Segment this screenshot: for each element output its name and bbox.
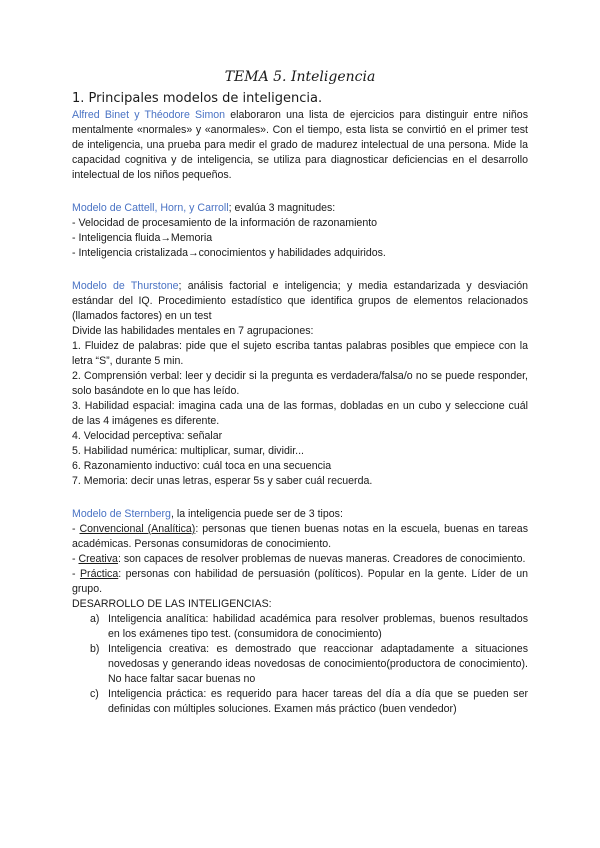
document-page [72,70,528,717]
sternberg-type-name: Práctica [79,568,119,580]
thurstone-section [72,279,528,489]
section-heading: 1. Principales modelos de inteligencia. [72,91,323,106]
intro-text: elaboraron una lista de ejercicios para distinguir entre niños mentalmente «normales» y «anormales». Con el tiempo, esta lista se convirtió en el primer test de inteligencia, una prueba para medir el grado de madurez intelectual de una persona. Mide la capacidad cognitiva y de inteligencia, se utiliza para diagnosticar deficiencias en el desarrollo intelectual de los niños pequeños. [72,109,528,181]
cattell-model: Modelo de Cattell, Horn, y Carroll [72,202,229,214]
development-heading: DESARROLLO DE LAS INTELIGENCIAS: [72,598,272,610]
sternberg-type: - Convencional (Analítica): personas que tienen buenas notas en la escuela, buenas en tareas académicas. Personas consumidoras de conocimiento. [72,523,528,550]
list-item: a) Inteligencia analítica: habilidad académica para resolver problemas, buenos resultados en los exámenes tipo test. (consumidora de conocimiento) [90,613,528,640]
thurstone-item: 7. Memoria: decir unas letras, esperar 5s y saber cuál recuerda. [72,475,373,487]
cattell-item: - Inteligencia cristalizada→conocimientos y habilidades adquiridos. [72,247,386,259]
intro-paragraph [72,108,528,183]
thurstone-item: 1. Fluidez de palabras: pide que el sujeto escriba tantas palabras posibles que empiece con la letra “S”, durante 5 min. [72,340,528,367]
cattell-intro: ; evalúa 3 magnitudes: [228,202,336,214]
page-title: TEMA 5. Inteligencia [224,69,376,85]
thurstone-item: 5. Habilidad numérica: multiplicar, sumar, dividir... [72,445,304,457]
thurstone-item: 4. Velocidad perceptiva: señalar [72,430,223,442]
sternberg-intro: , la inteligencia puede ser de 3 tipos: [170,508,343,520]
sternberg-type-name: Creativa [78,553,118,565]
cattell-section [72,201,528,261]
list-item: b) Inteligencia creativa: es demostrado que reaccionar adaptadamente a situaciones novedosas y generando ideas novedosas de conocimiento(productora de conocimiento). No hace faltar sacar buenas no [90,643,528,685]
list-item: c) Inteligencia práctica: es requerido para hacer tareas del día a día que se pueden ser definidas con múltiples soluciones. Examen más práctico (buen vendedor) [90,688,528,715]
sternberg-model: Modelo de Sternberg [72,508,171,520]
thurstone-divide: Divide las habilidades mentales en 7 agrupaciones: [72,325,314,337]
thurstone-text: ; análisis factorial e inteligencia; y media estandarizada y desviación estándar del IQ. Procedimiento estadístico que identifica grupos de elementos relacionados (llamados factores) en un test [72,280,528,322]
development-list [72,612,528,717]
sternberg-type: - Creativa: son capaces de resolver problemas de nuevas maneras. Creadores de conocimiento. [72,553,526,565]
sternberg-section [72,507,528,717]
thurstone-item: 2. Comprensión verbal: leer y decidir si la pregunta es verdadera/falsa/o no se puede responder, solo basándote en lo que has leído. [72,370,528,397]
sternberg-type: - Práctica: personas con habilidad de persuasión (políticos). Popular en la gente. Líder de un grupo. [72,568,528,595]
thurstone-model: Modelo de Thurstone [72,280,179,292]
cattell-item: - Velocidad de procesamiento de la información de razonamiento [72,217,378,229]
intro-authors: Alfred Binet y Théodore Simon [72,109,226,121]
sternberg-type-name: Convencional (Analítica) [79,523,196,535]
thurstone-item: 3. Habilidad espacial: imagina cada una de las formas, dobladas en un cubo y seleccione cuál de las 4 imágenes es diferente. [72,400,528,427]
thurstone-item: 6. Razonamiento inductivo: cuál toca en una secuencia [72,460,332,472]
cattell-item: - Inteligencia fluida→Memoria [72,232,213,244]
